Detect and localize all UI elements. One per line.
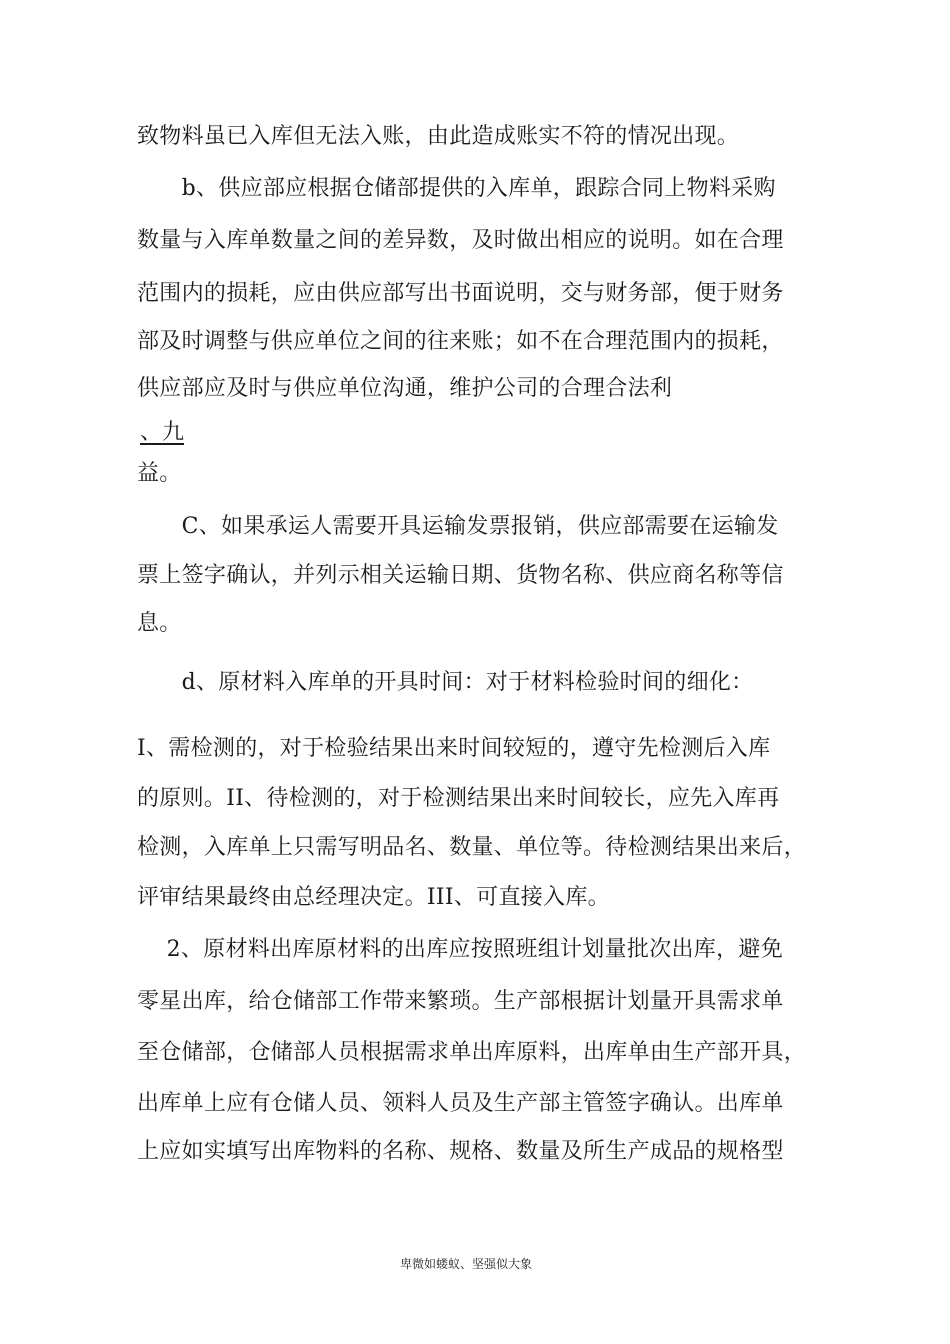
text-line: 上应如实填写出库物料的名称、规格、数量及所生产成品的规格型 bbox=[137, 1139, 784, 1164]
text-line: 致物料虽已入库但无法入账，由此造成账实不符的情况出现。 bbox=[137, 124, 740, 149]
text-line: 零星出库，给仓储部工作带来繁琐。生产部根据计划量开具需求单 bbox=[137, 989, 784, 1014]
text-line: 数量与入库单数量之间的差异数，及时做出相应的说明。如在合理 bbox=[137, 228, 784, 253]
page-footer: 卑微如蝼蚁、坚强似大象 bbox=[400, 1257, 533, 1271]
text-line: 票上签字确认，并列示相关运输日期、货物名称、供应商名称等信 bbox=[137, 563, 784, 588]
text-line: 范围内的损耗，应由供应部写出书面说明，交与财务部，便于财务 bbox=[137, 281, 784, 306]
text-line: 检测，入库单上只需写明品名、数量、单位等。待检测结果出来后， bbox=[137, 835, 807, 860]
text-line: 出库单上应有仓储人员、领料人员及生产部主管签字确认。出库单 bbox=[137, 1091, 784, 1116]
text-line: 的原则。II、待检测的，对于检测结果出来时间较长，应先入库再 bbox=[137, 786, 780, 811]
text-line: 评审结果最终由总经理决定。III、可直接入库。 bbox=[137, 885, 610, 910]
text-line: 部及时调整与供应单位之间的往来账；如不在合理范围内的损耗， bbox=[137, 329, 784, 354]
text-line: 供应部应及时与供应单位沟通，维护公司的合理合法利 bbox=[137, 376, 673, 401]
underlined-marker: 、九 bbox=[140, 420, 185, 445]
text-line: 至仓储部，仓储部人员根据需求单出库原料，出库单由生产部开具， bbox=[137, 1040, 807, 1065]
text-line: b、供应部应根据仓储部提供的入库单，跟踪合同上物料采购 bbox=[137, 176, 776, 201]
text-line: 益。 bbox=[137, 461, 182, 486]
text-line: d、原材料入库单的开具时间：对于材料检验时间的细化： bbox=[137, 670, 754, 695]
text-line: C、如果承运人需要开具运输发票报销，供应部需要在运输发 bbox=[137, 514, 779, 539]
text-line: 息。 bbox=[137, 611, 182, 636]
text-line: 2、原材料出库原材料的出库应按照班组计划量批次出库，避免 bbox=[137, 937, 783, 962]
text-line: I、需检测的，对于检验结果出来时间较短的，遵守先检测后入库 bbox=[137, 736, 771, 761]
